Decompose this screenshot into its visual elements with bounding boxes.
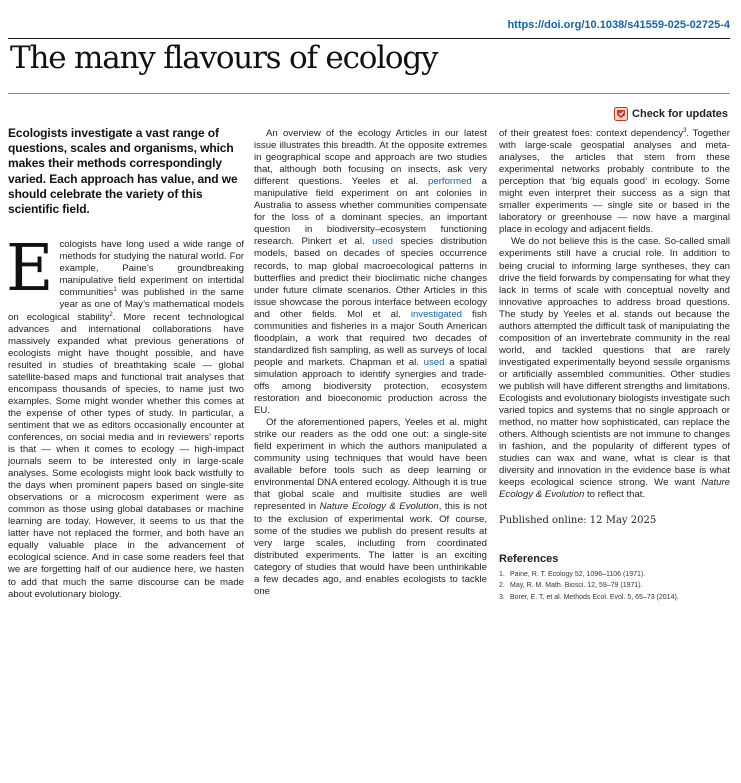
- text-run: a spatial simulation approach to identify synergies and trade-offs among biodiversity protection, ecosystem restoration and bioeconomic production across the EU.: [254, 356, 487, 417]
- link-used-chapman[interactable]: used: [423, 356, 445, 368]
- ref-text: May, R. M. Math. Biosci. 12, 59–79 (1971).: [510, 582, 643, 590]
- column-2: [254, 128, 487, 598]
- column-3: [499, 128, 730, 603]
- title-top-rule: [8, 38, 730, 39]
- journal-name: Nature Ecology & Evolution: [499, 477, 730, 501]
- text-run: species distribution models, based on decades of species occurrence records, to map global macroecological patterns in butterflies and predict their bioclimatic niche changes under future climate scenarios. Other Articles in this issue showcase the porous interface between ecology and other fields. Mol et al.: [254, 236, 487, 320]
- text-run: to reflect that.: [584, 489, 646, 501]
- paragraph-context: [499, 128, 730, 236]
- paragraph-odd-one-out: [254, 417, 487, 598]
- column-1: [8, 126, 244, 601]
- drop-cap: E: [6, 231, 54, 307]
- references-heading: References: [499, 552, 559, 565]
- text-run: Of the aforementioned papers, Yeeles et al. might strike our readers as the odd one out: a single-site field experiment in which the authors manipulated a community using techniques that would have been available before tools such as deep learning or environmental DNA entered ecology. Although it is true that global scale and multisite studies are well represented in: [254, 417, 487, 513]
- link-investigated[interactable]: investigated: [410, 308, 463, 320]
- title-bottom-rule: [8, 93, 730, 94]
- check-updates-label: Check for updates: [632, 108, 728, 120]
- text-run: fish communities and fisheries in a major South American floodplain, a work that required two decades of standardized fish sampling, as well as surveys of local people and markets. Chapman et al.: [254, 308, 487, 368]
- text-run: An overview of the ecology Articles in our latest issue illustrates this breadth. At the opposite extremes in geographical scope and approach are two studies that, although both focusing on insects, ask very different questions. Yeeles et al.: [254, 128, 487, 188]
- text-run: a manipulative field experiment on ant colonies in Australia to assess whether communities compensate for the loss of a dominant species, an important question in biodiversity–ecosystem functioning research. Pinkert et al.: [254, 176, 487, 248]
- text-run: , this is not to the exclusion of experimental work. Of course, some of the studies we publish do present results at very large scales, including from coordinated distributed experiments. The latter is an exciting category of studies that would have been unthinkable a few decades ago, and enables ecologists to tackle one: [254, 501, 488, 597]
- reference-item[interactable]: [499, 592, 730, 604]
- check-for-updates-button[interactable]: [614, 107, 728, 121]
- ref-number: 1.: [499, 570, 505, 578]
- doi-link[interactable]: https://doi.org/10.1038/s41559-025-02725-4: [507, 19, 730, 31]
- standfirst: Ecologists investigate a vast range of questions, scales and organisms, which makes their methods correspondingly varied. Each approach has value, and we should celebrate the variety of this scientific field.: [8, 126, 238, 217]
- text-run: was published in the same year as one of May’s mathematical models on ecological stability: [8, 287, 244, 323]
- references-list: [499, 569, 730, 604]
- reference-item[interactable]: [499, 569, 730, 581]
- published-date: Published online: 12 May 2025: [499, 515, 657, 527]
- text-run: . More recent technological advances and international collaborations have massively expanded what previous generations of ecologists might have thought possible, and have resulted in studies of breathtaking scale — global satellite-based maps and functional trait analyses that encompass thousands of species, to name just two examples. Some might wonder whether this comes at the expense of other types of study. In particular, a sentiment that we as editors occasionally encounter at conferences, on social media and in reviewers’ reports is that — when it comes to ecology — high-impact journals seem to be interested only in large-scale analyses. Some ecologists might look back wistfully to the days when prominent papers based on single-site observations or a microcosm experiment were as common as those using global databases or machine learning are today. However, it seems to us that the latter have not replaced the former, and both have an equally valuable place in the advancement of ecological science. And in case some readers feel that we are forgetting half of our audience here, we hasten to add that much the same discourse can be made about evolutionary biology.: [8, 311, 244, 600]
- paragraph-conclusion: [499, 236, 730, 501]
- link-performed[interactable]: performed: [428, 176, 472, 188]
- ref-2-sup[interactable]: 2: [109, 311, 113, 318]
- ref-1-sup[interactable]: 1: [113, 287, 117, 294]
- paragraph-overview: [254, 128, 487, 417]
- text-run: . Together with large-scale geospatial analyses and meta-analyses, the articles that stem from these experimental networks probably contribute to the perception that ‘big equals good’ in ecology. Some might even interpret their success as a sign that smaller experiments — single site or based in the laboratory or greenhouse — now have a marginal place in ecology and adjacent fields.: [499, 128, 730, 236]
- ref-3-sup[interactable]: 3: [683, 127, 687, 134]
- check-updates-icon: [614, 107, 628, 121]
- text-run: We do not believe this is the case. So-called small experiments still have a crucial role. In addition to being crucial to informing large syntheses, they can drive the field forwards by compensating for what they lack in terms of scale with conceptual novelty and innovative approaches to address broad questions. The study by Yeeles et al. stands out because the authors attempted the difficult task of manipulating the composition of an invertebrate community in the real world, and tackled questions that are rarely investigated experimentally beyond sessile organisms or artificially assembled communities. Other studies we publish will have different strengths and limitations. Ecologists and evolutionary biologists investigate such varied topics and systems that no single approach or method, no matter how sophisticated, can replace the others. Although scientists are not immune to changes in fashion, and the popularity of different types of studies can wax and wane, what is clear is that diversity and innovation in the evidence base is what keeps ecological science strong. We want: [499, 236, 730, 489]
- ref-number: 3.: [499, 593, 505, 601]
- reference-item[interactable]: [499, 580, 730, 592]
- ref-text: Paine, R. T. Ecology 52, 1096–1106 (1971).: [510, 570, 646, 578]
- ref-text: Borer, E. T. et al. Methods Ecol. Evol. 5, 65–73 (2014).: [510, 593, 679, 601]
- ref-number: 2.: [499, 582, 505, 590]
- link-used-pinkert[interactable]: used: [372, 236, 393, 248]
- text-run: of their greatest foes: context dependency: [499, 128, 684, 139]
- text-run: cologists have long used a wide range of methods for studying the natural world. For example, Paine’s groundbreaking manipulative field experiment on intertidal communities: [59, 239, 244, 299]
- article-title: The many flavours of ecology: [10, 40, 438, 76]
- journal-name: Nature Ecology & Evolution: [319, 501, 439, 513]
- intro-paragraph: [6, 231, 244, 600]
